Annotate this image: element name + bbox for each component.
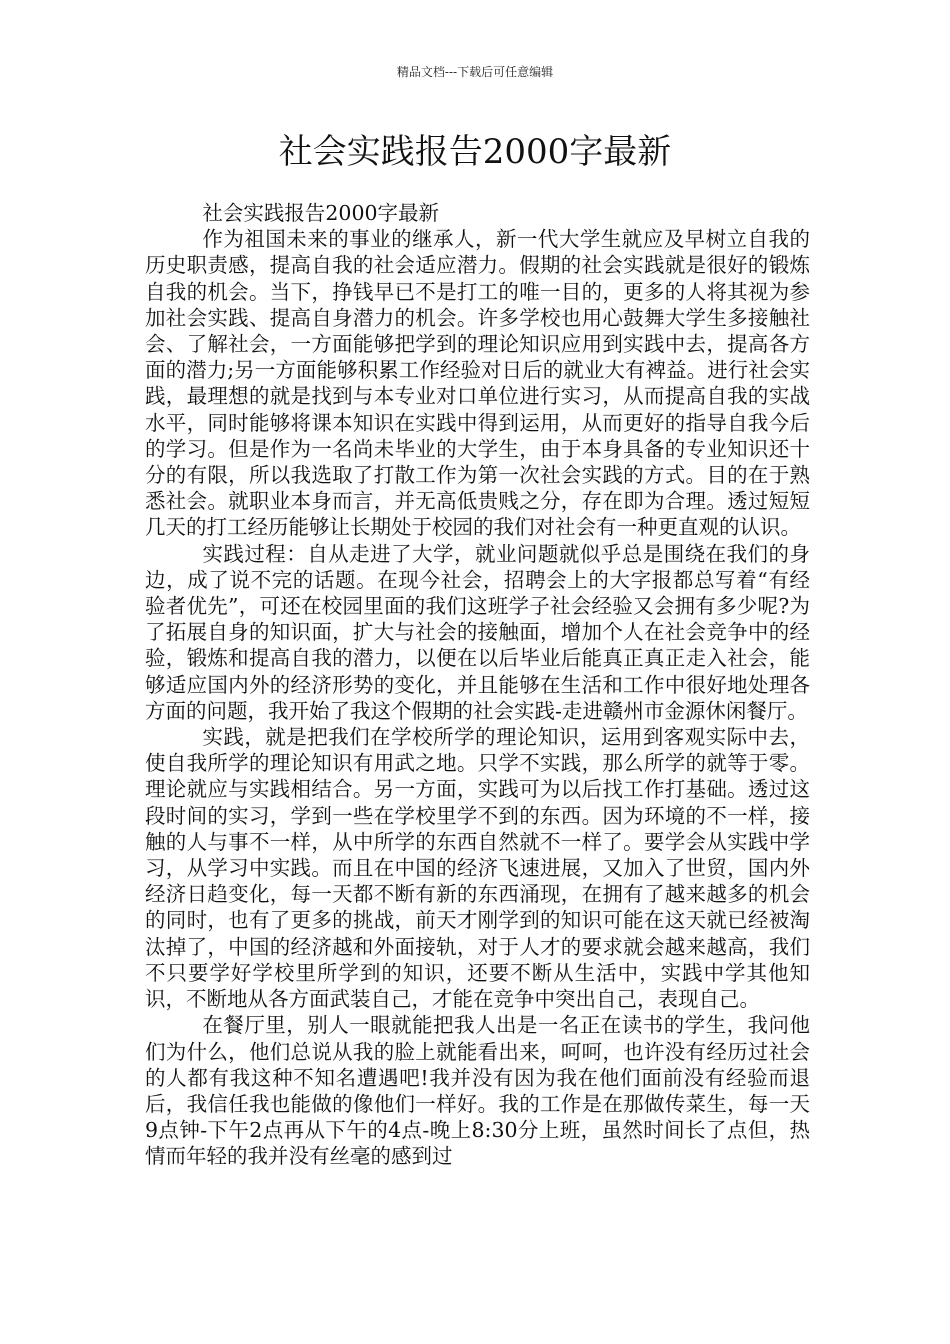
document-body [145,200,810,1170]
paragraph-restaurant: 在餐厅里，别人一眼就能把我人出是一名正在读书的学生，我问他们为什么，他们总说从我的脸上就能看出来，呵呵，也许没有经历过社会的人都有我这种不知名遭遇吧!我并没有因为我在他们面前没有经验而退后，我信任我也能做的像他们一样好。我的工作是在那做传菜生，每一天9点钟-下午2点再从下午的4点-晚上8:30分上班，虽然时间长了点但，热情而年轻的我并没有丝毫的感到过 [145,1013,810,1169]
document-subtitle: 社会实践报告2000字最新 [202,201,440,225]
paragraph-intro: 作为祖国未来的事业的继承人，新一代大学生就应及早树立自我的历史职责感，提高自我的社会适应潜力。假期的社会实践就是很好的锻炼自我的机会。当下，挣钱早已不是打工的唯一目的，更多的人将其视为参加社会实践、提高自身潜力的机会。许多学校也用心鼓舞大学生多接触社会、了解社会，一方面能够把学到的理论知识应用到实践中去，提高各方面的潜力;另一方面能够积累工作经验对日后的就业大有裨益。进行社会实践，最理想的就是找到与本专业对口单位进行实习，从而提高自我的实战水平，同时能够将课本知识在实践中得到运用，从而更好的指导自我今后的学习。但是作为一名尚未毕业的大学生，由于本身具备的专业知识还十分的有限，所以我选取了打散工作为第一次社会实践的方式。目的在于熟悉社会。就职业本身而言，并无高低贵贱之分，存在即为合理。透过短短几天的打工经历能够让长期处于校园的我们对社会有一种更直观的认识。 [145,227,810,540]
paragraph-practice: 实践，就是把我们在学校所学的理论知识，运用到客观实际中去，使自我所学的理论知识有用武之地。只学不实践，那么所学的就等于零。理论就应与实践相结合。另一方面，实践可为以后找工作打基础。透过这段时间的实习，学到一些在学校里学不到的东西。因为环境的不一样，接触的人与事不一样，从中所学的东西自然就不一样了。要学会从实践中学习，从学习中实践。而且在中国的经济飞速进展，又加入了世贸，国内外经济日趋变化，每一天都不断有新的东西涌现，在拥有了越来越多的机会的同时，也有了更多的挑战，前天才刚学到的知识可能在这天就已经被淘汰掉了，中国的经济越和外面接轨，对于人才的要求就会越来越高，我们不只要学好学校里所学到的知识，还要不断从生活中，实践中学其他知识，不断地从各方面武装自己，才能在竞争中突出自己，表现自己。 [145,725,810,1012]
document-title: 社会实践报告2000字最新 [278,132,672,172]
page-header: 精品文档---下载后可任意编辑 [396,65,554,79]
paragraph-process: 实践过程：自从走进了大学，就业问题就似乎总是围绕在我们的身边，成了说不完的话题。在现今社会，招聘会上的大字报都总写着“有经验者优先”，可还在校园里面的我们这班学子社会经验又会拥有多少呢?为了拓展自身的知识面，扩大与社会的接触面，增加个人在社会竞争中的经验，锻炼和提高自我的潜力，以便在以后毕业后能真正真正走入社会，能够适应国内外的经济形势的变化，并且能够在生活和工作中很好地处理各方面的问题，我开始了我这个假期的社会实践-走进赣州市金源休闲餐厅。 [145,541,810,723]
